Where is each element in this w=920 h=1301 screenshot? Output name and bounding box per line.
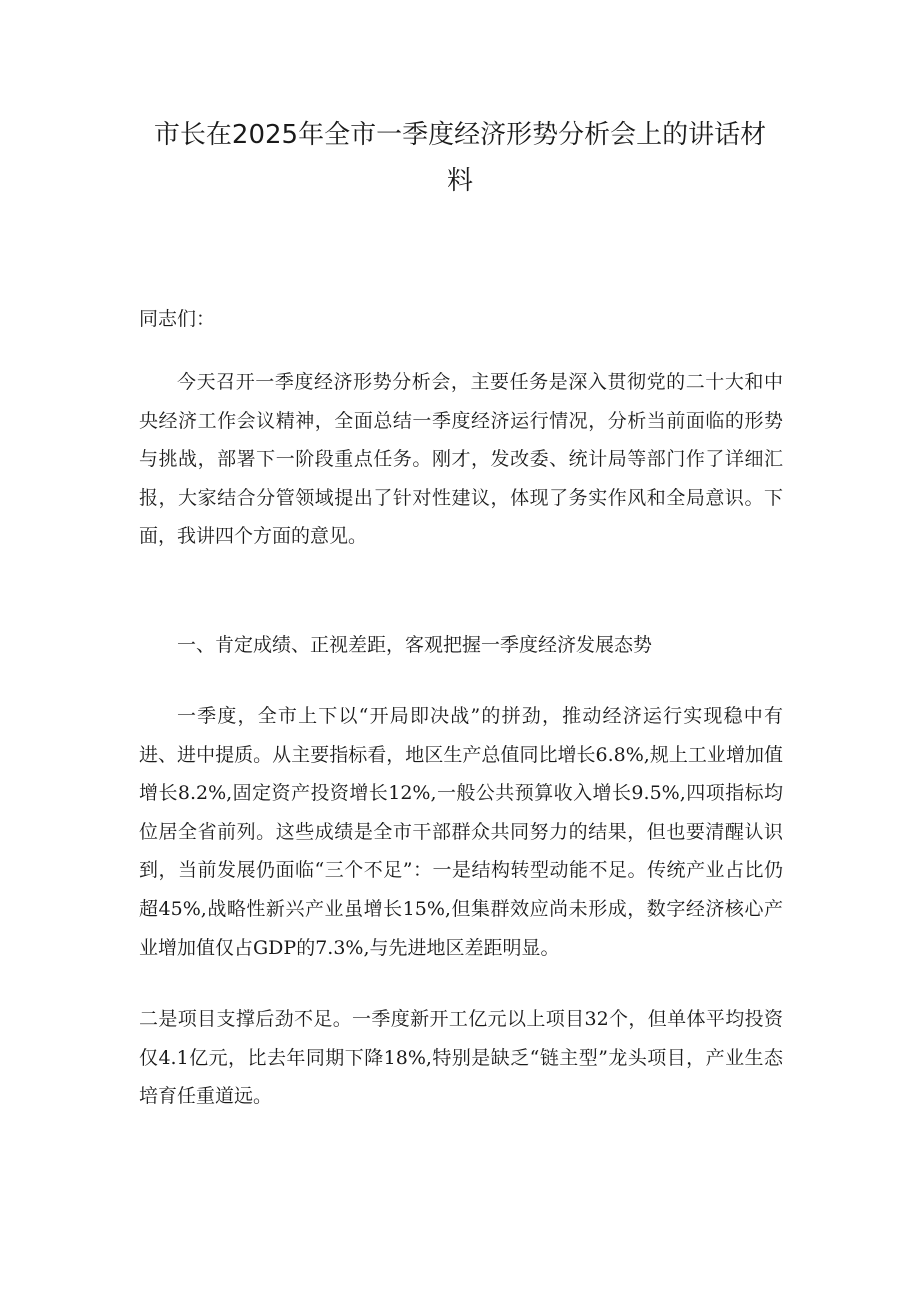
section-heading-1: 一、肯定成绩、正视差距，客观把握一季度经济发展态势 [177, 634, 653, 656]
paragraph-achievements: 一季度，全市上下以“开局即决战”的拼劲，推动经济运行实现稳中有进、进中提质。从主要指标看，地区生产总值同比增长6.8%,规上工业增加值增长8.2%,固定资产投资增长12%,一般公共预算收入增长9.5%,四项指标均位居全省前列。这些成绩是全市干部群众共同努力的结果，但也要清醒认识到，当前发展仍面临“三个不足”：一是结构转型动能不足。传统产业占比仍超45%,战略性新兴产业虽增长15%,但集群效应尚未形成，数字经济核心产业增加值仅占GDP的7.3%,与先进地区差距明显。 [139, 705, 783, 959]
salutation: 同志们： [139, 308, 216, 330]
document-title: 市长在2025年全市一季度经济形势分析会上的讲话材料 [153, 120, 767, 196]
paragraph-project-support: 二是项目支撑后劲不足。一季度新开工亿元以上项目32个，但单体平均投资仅4.1亿元，比去年同期下降18%,特别是缺乏“链主型”龙头项目，产业生态培育任重道远。 [139, 1008, 783, 1108]
paragraph-opening: 今天召开一季度经济形势分析会，主要任务是深入贯彻党的二十大和中央经济工作会议精神，全面总结一季度经济运行情况，分析当前面临的形势与挑战，部署下一阶段重点任务。刚才，发改委、统计局等部门作了详细汇报，大家结合分管领域提出了针对性建议，体现了务实作风和全局意识。下面，我讲四个方面的意见。 [139, 371, 783, 548]
